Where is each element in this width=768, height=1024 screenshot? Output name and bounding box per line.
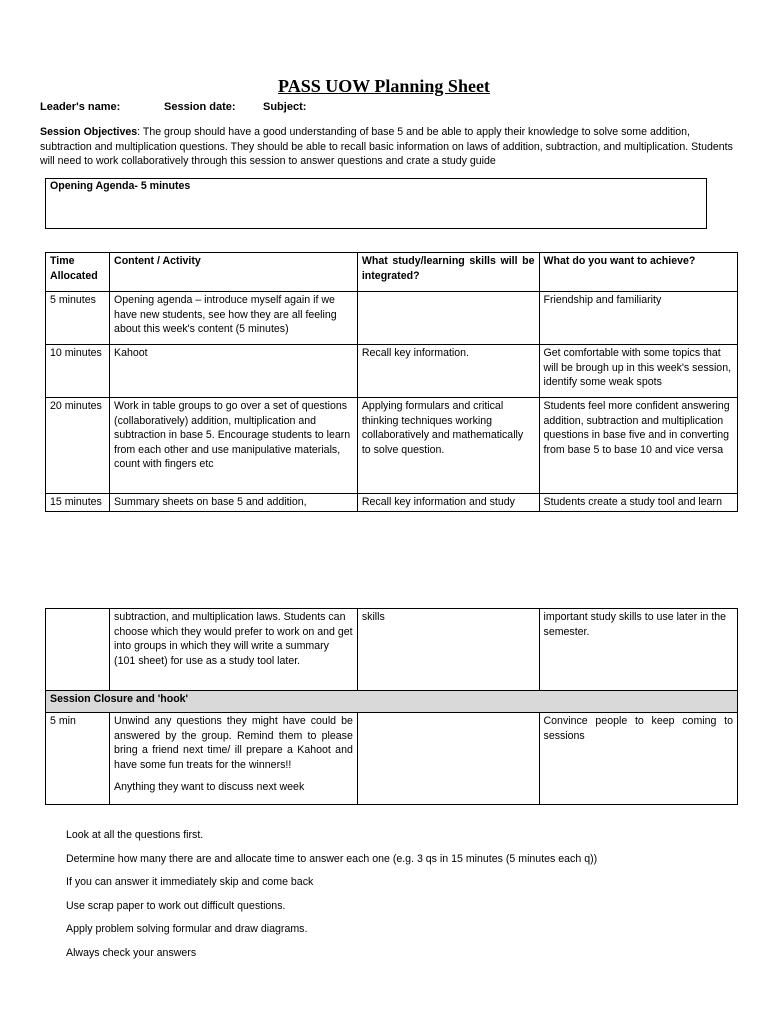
objectives-text: : The group should have a good understanding of base 5 and be able to apply their knowledge to solve some addition, subtraction and multiplication questions. They should be able to recall basic information on laws of addition, subtraction, and multiplication. Students will need to work collaboratively through this session to answer questions and crate a study guide [40,126,733,167]
opening-agenda-box [45,178,707,229]
tips-list [66,829,597,970]
page-title: PASS UOW Planning Sheet [278,76,490,96]
leader-name-label: Leader's name: [40,101,121,113]
tip-item: Use scrap paper to work out difficult questions. [66,899,286,912]
planning-table-continued [45,608,738,805]
row-content: subtraction, and multiplication laws. Students can choose which they would prefer to work on and get into groups in which they will write a summary (101 sheet) for use as a study tool later. [110,609,358,691]
subject-label: Subject: [263,101,307,113]
row-time: 20 minutes [46,398,110,494]
row-skills: Applying formulars and critical thinking techniques working collaboratively and mathematically to solve question. [357,398,539,494]
row-time: 5 min [46,713,110,805]
row-content: Summary sheets on base 5 and addition, [110,494,358,512]
tip-item: Determine how many there are and allocate time to answer each one (e.g. 3 qs in 15 minutes (5 minutes each q)) [66,852,598,865]
row-skills [357,292,539,345]
row-achieve: Friendship and familiarity [539,292,737,345]
row-achieve: Get comfortable with some topics that will be brough up in this week's session, identify some weak spots [539,345,737,398]
objectives-label: Session Objectives [40,126,138,138]
row-time [46,609,110,691]
row-content [110,713,358,805]
row-time: 10 minutes [46,345,110,398]
row-time: 5 minutes [46,292,110,345]
tip-item: Apply problem solving formular and draw diagrams. [66,923,308,935]
closure-content-extra: Anything they want to discuss next week [114,781,305,794]
tip-item: If you can answer it immediately skip and come back [66,876,314,888]
row-achieve: Convince people to keep coming to sessions [539,713,737,805]
header-time: Time Allocated [46,253,110,292]
row-skills: skills [357,609,539,691]
tip-item: Always check your answers [66,946,197,959]
table-row [46,345,738,398]
header-fields [40,101,306,113]
row-achieve: Students create a study tool and learn [539,494,737,512]
row-skills: Recall key information. [357,345,539,398]
opening-agenda-label: Opening Agenda- 5 minutes [50,180,191,192]
closure-header-row [46,691,738,713]
table-header-row [46,253,738,292]
table-row [46,713,738,805]
row-skills [357,713,539,805]
session-date-label: Session date: [164,101,236,113]
table-row [46,398,738,494]
row-skills: Recall key information and study [357,494,539,512]
table-row [46,292,738,345]
header-skills: What study/learning skills will be integrated? [357,253,539,292]
planning-table [45,252,738,512]
table-row [46,494,738,512]
tip-item: Look at all the questions first. [66,829,204,841]
row-achieve: important study skills to use later in the semester. [539,609,737,691]
row-content: Work in table groups to go over a set of questions (collaboratively) addition, multiplication and subtraction in base 5. Encourage students to learn from each other and use manipulative materials, count with fingers etc [110,398,358,494]
row-time: 15 minutes [46,494,110,512]
row-content: Kahoot [110,345,358,398]
closure-content: Unwind any questions they might have could be answered by the group. Remind them to please bring a friend next time/ ill prepare a Kahoot and have some fun treats for the winners!! [114,715,353,771]
closure-label: Session Closure and 'hook' [46,691,738,713]
session-objectives [40,125,740,169]
header-achieve: What do you want to achieve? [539,253,737,292]
row-content: Opening agenda – introduce myself again if we have new students, see how they are all feeling about this week's content (5 minutes) [110,292,358,345]
table-row [46,609,738,691]
row-achieve: Students feel more confident answering addition, subtraction and multiplication questions in base five and in converting from base 5 to base 10 and vice versa [539,398,737,494]
header-content: Content / Activity [110,253,358,292]
